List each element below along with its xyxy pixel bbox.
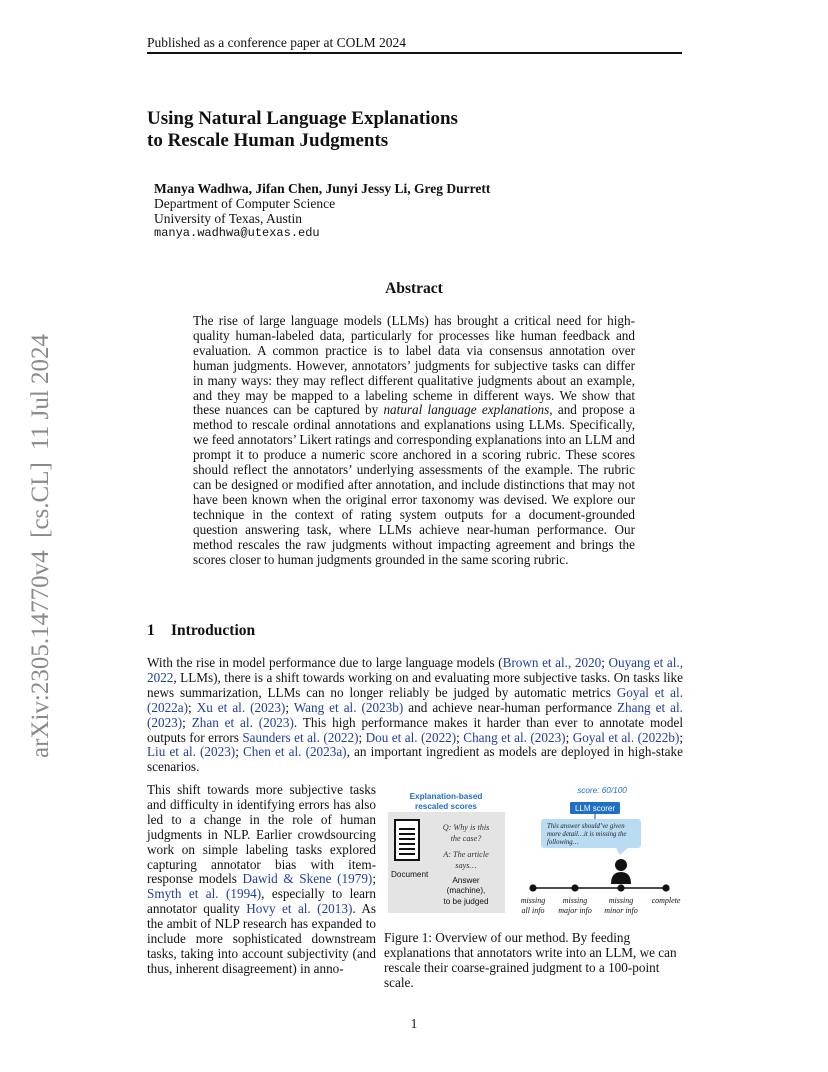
arxiv-sidebar — [26, 302, 56, 758]
citation-link[interactable]: Goyal et al. (2022b) — [572, 729, 680, 745]
scale-label: missing — [520, 896, 546, 905]
answer-label-line-2: (machine), — [446, 886, 486, 895]
author-email: manya.wadhwa@utexas.edu — [154, 226, 320, 240]
bubble-line-3: following… — [547, 839, 579, 846]
scale-label: major info — [558, 906, 592, 915]
arxiv-id: arXiv:2305.14770v4 [cs.CL] 11 Jul 2024 — [27, 333, 54, 758]
scale-label: all info — [521, 906, 545, 915]
title-line-2: to Rescale Human Judgments — [147, 130, 389, 151]
score-label: score: 60/100 — [577, 786, 627, 795]
bubble-line-1: This answer should’ve given — [547, 823, 625, 830]
llm-scorer-label: LLM scorer — [574, 804, 616, 813]
citation-link[interactable]: Dou et al. (2022) — [365, 729, 457, 745]
abstract-body: The rise of large language models (LLMs) has brought a critical need for high-quality human-labeled data, particularly for processes like human feedback and evaluation. A common practice is to label data via consensus annotation over human judgments. However, annotators’ judgments for subjective tasks can differ in many ways: they may reflect different qualitative judgments about an example, and they may be mapped to a labeling scheme in different ways. We show that these nuances can be captured by natural language explanations, and propose a method to rescale ordinal annotations and explanations using LLMs. Specifically, we feed annotators’ Likert ratings and corresponding explanations into an LLM and prompt it to produce a numeric score anchored in a scoring rubric. These scores should reflect the annotators’ underlying assessments of the example. The rubric can be designed or modified after annotation, and include distinctions that may not have been known when the original error taxonomy was devised. We explore our technique in the context of rating system outputs for a document-grounded question answering task, where LLMs achieve near-human performance. Our method rescales the raw judgments without impacting agreement and brings the scores closer to human judgments grounded in the same scoring rubric. — [193, 313, 635, 567]
title-line-1: Using Natural Language Explanations — [147, 108, 458, 129]
abstract-emphasis: natural language explanations — [383, 402, 550, 418]
citation-link[interactable]: Goyal et al. (2022a) — [147, 684, 683, 715]
answer-label-line-3: to be judged — [443, 897, 489, 906]
answer-line-1: A: The article — [443, 850, 489, 859]
page-number: 1 — [410, 1016, 418, 1031]
affiliation-university: University of Texas, Austin — [154, 211, 303, 226]
citation-link[interactable]: Chen et al. (2023a) — [243, 744, 347, 760]
question-line-2: the case? — [450, 834, 482, 843]
citation-link[interactable]: Xu et al. (2023) — [196, 699, 286, 715]
scale-point — [617, 884, 624, 891]
rating-scale — [521, 884, 681, 915]
scale-label: minor info — [604, 906, 638, 915]
document-label: Document — [391, 870, 429, 879]
scale-point — [529, 884, 536, 891]
section-title: Introduction — [171, 622, 256, 639]
header-rule — [147, 52, 682, 54]
citation-link[interactable]: Zhang et al. (2023) — [147, 699, 683, 730]
affiliation-department: Department of Computer Science — [154, 196, 336, 211]
scale-point — [662, 884, 669, 891]
citation-link[interactable]: Saunders et al. (2022) — [242, 729, 359, 745]
answer-line-2: says… — [455, 861, 477, 870]
document-icon — [395, 820, 419, 860]
citation-link[interactable]: Zhan et al. (2023) — [191, 714, 294, 730]
paper-title — [147, 108, 458, 152]
abstract-heading: Abstract — [385, 280, 443, 297]
citation-link[interactable]: Hovy et al. (2013) — [246, 901, 353, 917]
citation-link[interactable]: Brown et al., 2020 — [502, 655, 602, 670]
section-number: 1 — [147, 622, 155, 639]
panel-title-line-1: Explanation-based — [409, 792, 483, 801]
annotator-icon — [611, 859, 631, 884]
scale-point — [571, 884, 578, 891]
author-block — [154, 181, 490, 241]
citation-link[interactable]: Chang et al. (2023) — [463, 729, 566, 745]
panel-title-line-2: rescaled scores — [415, 802, 477, 811]
bubble-line-2: more detail…it is missing the — [547, 831, 627, 838]
author-names: Manya Wadhwa, Jifan Chen, Junyi Jessy Li, Greg Durrett — [154, 181, 491, 196]
citation-link[interactable]: Liu et al. (2023) — [147, 744, 236, 760]
intro-paragraph-1: With the rise in model performance due to large language models (Brown et al., 2020; Ouyang et al., 2022, LLMs), there is a shift towards working on and evaluating more subjective tasks. On tasks like news summarization, LLMs can no longer reliably be judged by automatic metrics Goyal et al. (2022a); Xu et al. (2023); Wang et al. (2023b) and achieve near-human performance Zhang et al. (2023); Zhan et al. (2023). This high performance makes it harder than ever to annotate model outputs for errors Saunders et al. (2022); Dou et al. (2022); Chang et al. (2023); Goyal et al. (2022b); Liu et al. (2023); Chen et al. (2023a), an important ingredient as models are deployed in high-stake scenarios. — [147, 655, 684, 775]
section-heading — [147, 622, 255, 640]
running-header: Published as a conference paper at COLM 2024 — [147, 35, 407, 50]
answer-label-line-1: Answer — [452, 876, 480, 885]
scale-label: missing — [562, 896, 588, 905]
intro-paragraph-2: This shift towards more subjective tasks and difficulty in identifying errors has also led to a change in the role of human judgments in NLP. Earlier crowdsourcing work on simple labeling tasks explored capturing annotator bias with item-response models Dawid & Skene (1979); Smyth et al. (1994), especially to learn annotator quality Hovy et al. (2013). As the ambit of NLP research has expanded to include more sophisticated downstream tasks, taking into account subjectivity (and thus, inherent disagreement) in anno- — [147, 782, 377, 976]
question-line-1: Q: Why is this — [442, 823, 490, 832]
scale-label: complete — [651, 896, 681, 905]
citation-link[interactable]: Ouyang et al., 2022 — [147, 655, 683, 685]
figure-caption: Figure 1: Overview of our method. By feeding explanations that annotators write into an LLM, we can rescale their coarse-grained judgment to a 100-point scale. — [384, 930, 677, 990]
citation-link[interactable]: Dawid & Skene (1979) — [242, 871, 373, 887]
citation-link[interactable]: Wang et al. (2023b) — [293, 699, 404, 715]
figure-1 — [384, 783, 689, 923]
scale-label: missing — [608, 896, 634, 905]
citation-link[interactable]: Smyth et al. (1994) — [147, 886, 262, 902]
